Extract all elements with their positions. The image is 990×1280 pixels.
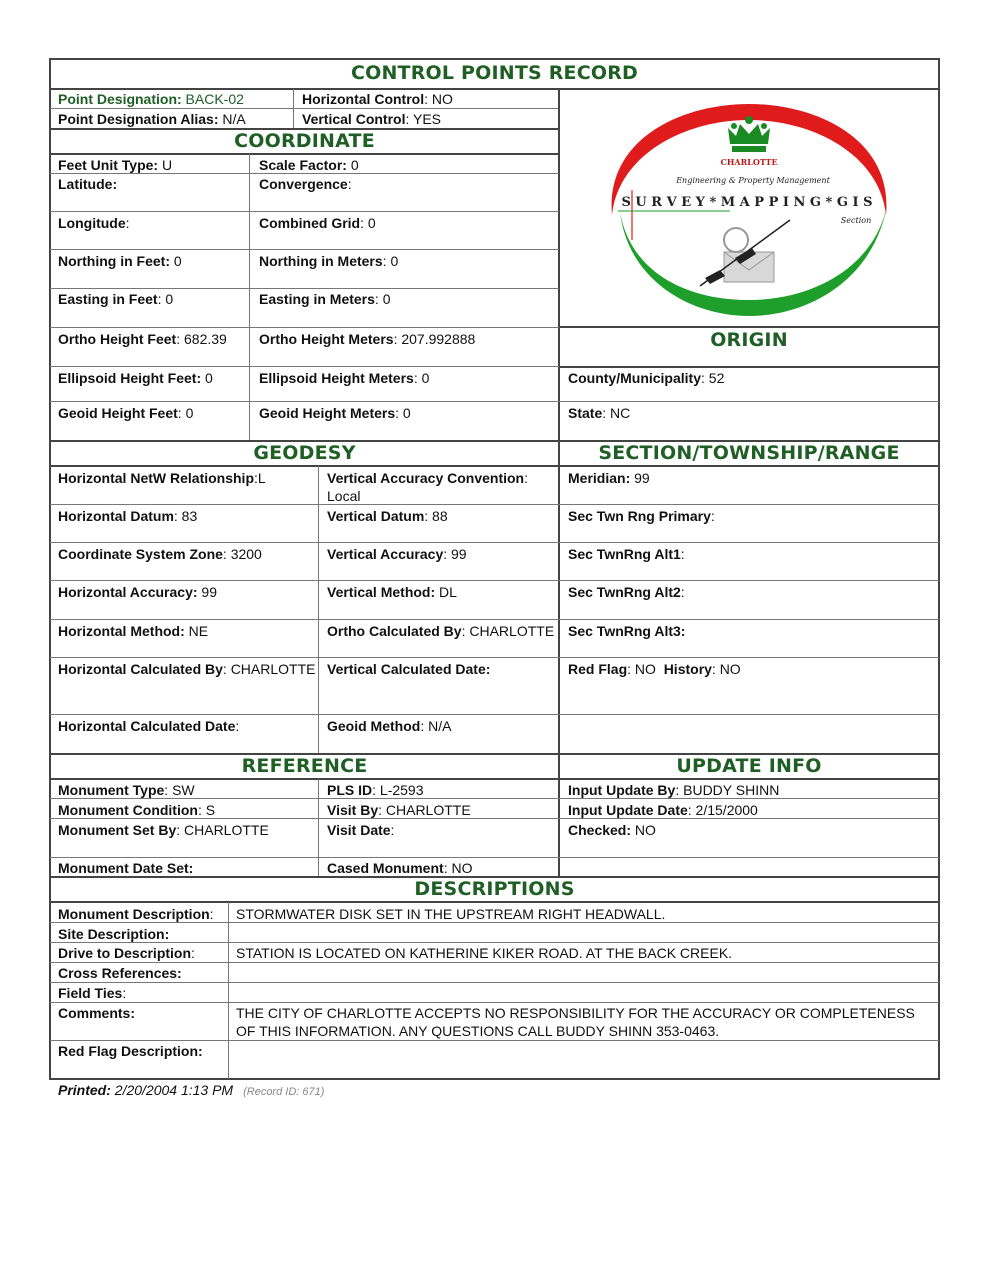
point-designation-label: Point Designation: (58, 91, 182, 107)
printed-value: 2/20/2004 1:13 PM (110, 1082, 234, 1098)
pls-id-value: : L-2593 (372, 782, 424, 798)
monument-type-value: : SW (164, 782, 195, 798)
pls-id-label: PLS ID (327, 782, 373, 798)
northing-feet-value: 0 (170, 253, 182, 269)
record-id: (Record ID: 671) (243, 1086, 325, 1098)
horizontal-netw-relationship (58, 469, 266, 487)
geoid-method-label: Geoid Method (327, 718, 421, 734)
monument-date-set (58, 859, 193, 877)
scale-factor-value: 0 (346, 157, 359, 173)
vertical-datum-label: Vertical Datum (327, 508, 425, 524)
point-alias-label: Point Designation Alias: (58, 111, 219, 127)
section-township-range-heading: SECTION/TOWNSHIP/RANGE (598, 442, 900, 464)
monument-set-by-label: Monument Set By (58, 822, 177, 838)
horizontal-accuracy-label: Horizontal Accuracy: (58, 584, 198, 600)
northing-meters (259, 252, 398, 270)
visit-date (327, 821, 394, 839)
geoid-height-feet-value: : 0 (177, 405, 194, 421)
monument-type-label: Monument Type (58, 782, 165, 798)
longitude (58, 214, 130, 232)
monument-description (58, 905, 214, 923)
input-update-by (568, 781, 779, 799)
coordinate-system-zone-value: : 3200 (222, 546, 262, 562)
longitude-label: Longitude (58, 215, 126, 231)
ortho-height-meters-value: : 207.992888 (393, 331, 476, 347)
cased-monument-value: : NO (443, 860, 473, 876)
description-label: Cross References: (58, 965, 182, 981)
ellipsoid-height-feet (58, 369, 213, 387)
description-label: Site Description: (58, 926, 170, 942)
horizontal-datum (58, 507, 197, 525)
horizontal-calculated-date-value: : (235, 718, 240, 734)
ellipsoid-height-feet-value: 0 (201, 370, 213, 386)
sec-twn-rng-primary (568, 507, 715, 525)
monument-set-by (58, 821, 269, 839)
vertical-accuracy-convention (327, 469, 528, 505)
easting-meters-value: : 0 (374, 291, 391, 307)
coordinate-system-zone-label: Coordinate System Zone (58, 546, 223, 562)
input-update-by-value: : BUDDY SHINN (675, 782, 780, 798)
horizontal-method (58, 622, 208, 640)
surveyor-level-icon (700, 220, 790, 286)
geoid-height-meters (259, 404, 411, 422)
horizontal-method-label: Horizontal Method: (58, 623, 185, 639)
logo-city: CHARLOTTE (720, 157, 778, 167)
point-designation-value: BACK-02 (181, 91, 244, 107)
visit-date-value: : (390, 822, 395, 838)
sec-twn-rng-primary-label: Sec Twn Rng Primary (568, 508, 711, 524)
convergence (259, 175, 352, 193)
sec-twnrng-alt1 (568, 545, 685, 563)
ortho-height-meters-label: Ortho Height Meters (259, 331, 394, 347)
state-value: : NC (602, 405, 631, 421)
cross-references (58, 964, 182, 982)
combined-grid-value: : 0 (360, 215, 376, 231)
coordinate-heading: COORDINATE (234, 130, 375, 152)
monument-date-set-label: Monument Date Set: (58, 860, 194, 876)
vertical-accuracy-value: : 99 (443, 546, 467, 562)
horizontal-netw-label: Horizontal NetW Relationship (58, 470, 254, 486)
ortho-height-feet (58, 330, 227, 348)
red-flag-value: : NO (627, 661, 656, 677)
horizontal-control-label: Horizontal Control (302, 91, 425, 107)
description-label: Red Flag Description: (58, 1043, 203, 1059)
ellipsoid-height-feet-label: Ellipsoid Height Feet: (58, 370, 202, 386)
latitude-label: Latitude: (58, 176, 118, 192)
description-label: Drive to Description (58, 945, 192, 961)
vertical-method-label: Vertical Method: (327, 584, 436, 600)
horizontal-calculated-date-label: Horizontal Calculated Date (58, 718, 236, 734)
county-value: : 52 (701, 370, 725, 386)
red-flag-description (58, 1042, 203, 1060)
field-ties (58, 984, 126, 1002)
combined-grid (259, 214, 376, 232)
vertical-accuracy-convention-label: Vertical Accuracy Convention (327, 470, 525, 486)
checked-label: Checked: (568, 822, 632, 838)
latitude (58, 175, 117, 193)
easting-meters (259, 290, 391, 308)
point-alias (58, 110, 246, 128)
easting-feet (58, 290, 173, 308)
vertical-control (302, 110, 441, 128)
northing-meters-label: Northing in Meters (259, 253, 383, 269)
meridian-value: 99 (630, 470, 650, 486)
horizontal-control-value: : NO (424, 91, 453, 107)
longitude-value: : (125, 215, 130, 231)
feet-unit-type (58, 156, 172, 174)
vertical-datum-value: : 88 (424, 508, 448, 524)
northing-feet (58, 252, 182, 270)
cased-monument (327, 859, 472, 877)
sec-twnrng-alt3 (568, 622, 685, 640)
vertical-accuracy-label: Vertical Accuracy (327, 546, 444, 562)
site-description (58, 925, 169, 943)
input-update-date-value: : 2/15/2000 (687, 802, 758, 818)
input-update-date (568, 801, 758, 819)
county-label: County/Municipality (568, 370, 701, 386)
description-colon: : (191, 945, 195, 961)
description-label: Field Ties (58, 985, 123, 1001)
horizontal-calculated-by (58, 660, 316, 678)
ortho-calculated-by-value: : CHARLOTTE (461, 623, 555, 639)
combined-grid-label: Combined Grid (259, 215, 361, 231)
feet-unit-type-label: Feet Unit Type: (58, 157, 159, 173)
input-update-by-label: Input Update By (568, 782, 676, 798)
vertical-control-value: : YES (405, 111, 442, 127)
update-info-heading: UPDATE INFO (676, 755, 822, 777)
geoid-method-value: : N/A (420, 718, 452, 734)
sec-twnrng-alt2 (568, 583, 685, 601)
horizontal-calculated-by-label: Horizontal Calculated By (58, 661, 223, 677)
northing-meters-value: : 0 (382, 253, 399, 269)
drive-to-description (58, 944, 195, 962)
vertical-accuracy (327, 545, 467, 563)
horizontal-accuracy-value: 99 (197, 584, 217, 600)
vertical-control-label: Vertical Control (302, 111, 406, 127)
ortho-height-meters (259, 330, 475, 348)
pls-id (327, 781, 424, 799)
description-label: Comments: (58, 1005, 136, 1021)
checked-value: NO (631, 822, 656, 838)
county-municipality (568, 369, 724, 387)
coordinate-system-zone (58, 545, 262, 563)
state-label: State (568, 405, 603, 421)
convergence-value: : (347, 176, 352, 192)
horizontal-calculated-date (58, 717, 239, 735)
meridian (568, 469, 650, 487)
visit-by-label: Visit By (327, 802, 379, 818)
ortho-calculated-by-label: Ortho Calculated By (327, 623, 462, 639)
description-colon: : (122, 985, 127, 1001)
reference-heading: REFERENCE (241, 755, 368, 777)
history-value: : NO (711, 661, 741, 677)
geodesy-heading: GEODESY (253, 442, 356, 464)
comments (58, 1004, 135, 1022)
vertical-accuracy-convention-value: Local (327, 488, 361, 504)
logo-graphic (560, 90, 938, 326)
description-value: STORMWATER DISK SET IN THE UPSTREAM RIGHT HEADWALL. (236, 906, 666, 922)
point-alias-value: N/A (218, 111, 246, 127)
history-label: History (663, 661, 712, 677)
geoid-method (327, 717, 451, 735)
vertical-method-value: DL (435, 584, 457, 600)
cased-monument-label: Cased Monument (327, 860, 444, 876)
ortho-calculated-by (327, 622, 554, 640)
printed-label: Printed: (58, 1082, 111, 1098)
geoid-height-feet (58, 404, 193, 422)
monument-set-by-value: : CHARLOTTE (176, 822, 269, 838)
horizontal-datum-label: Horizontal Datum (58, 508, 174, 524)
monument-condition-value: : S (197, 802, 216, 818)
visit-date-label: Visit Date (327, 822, 391, 838)
descriptions-heading: DESCRIPTIONS (414, 878, 575, 900)
horizontal-method-value: NE (184, 623, 209, 639)
printed-footer (58, 1082, 324, 1098)
red-flag-history (568, 660, 741, 678)
northing-feet-label: Northing in Feet: (58, 253, 170, 269)
vertical-datum (327, 507, 448, 525)
ellipsoid-height-meters (259, 369, 429, 387)
ortho-height-feet-label: Ortho Height Feet (58, 331, 177, 347)
ellipsoid-height-meters-value: : 0 (413, 370, 430, 386)
vertical-method (327, 583, 457, 601)
convergence-label: Convergence (259, 176, 348, 192)
scale-factor (259, 156, 359, 174)
record-title: CONTROL POINTS RECORD (350, 62, 639, 84)
vertical-calculated-date-label: Vertical Calculated Date: (327, 661, 491, 677)
description-label: Monument Description (58, 906, 210, 922)
monument-condition-label: Monument Condition (58, 802, 198, 818)
ortho-height-feet-value: : 682.39 (176, 331, 227, 347)
description-colon: : (209, 906, 214, 922)
geoid-height-meters-label: Geoid Height Meters (259, 405, 396, 421)
sec-twn-rng-primary-value: : (710, 508, 715, 524)
charlotte-survey-mapping-gis-logo (560, 90, 938, 326)
description-value: STATION IS LOCATED ON KATHERINE KIKER ROAD. AT THE BACK CREEK. (236, 945, 733, 961)
meridian-label: Meridian: (568, 470, 631, 486)
monument-type (58, 781, 195, 799)
feet-unit-type-value: U (158, 157, 173, 173)
sec-twnrng-alt2-label: Sec TwnRng Alt2 (568, 584, 681, 600)
state (568, 404, 630, 422)
horizontal-control (302, 90, 453, 108)
sec-twnrng-alt2-value: : (680, 584, 685, 600)
horizontal-accuracy (58, 583, 217, 601)
sec-twnrng-alt1-value: : (680, 546, 685, 562)
horizontal-datum-value: : 83 (173, 508, 198, 524)
ellipsoid-height-meters-label: Ellipsoid Height Meters (259, 370, 414, 386)
point-designation (58, 90, 244, 108)
input-update-date-label: Input Update Date (568, 802, 688, 818)
sec-twnrng-alt3-label: Sec TwnRng Alt3: (568, 623, 686, 639)
comments-value: THE CITY OF CHARLOTTE ACCEPTS NO RESPONSIBILITY FOR THE ACCURACY OR COMPLETENESS OF THIS INFORMATION. ANY QUESTIONS CALL BUDDY SHINN 353-0463. (236, 1005, 915, 1039)
checked (568, 821, 656, 839)
visit-by (327, 801, 471, 819)
red-flag-label: Red Flag (568, 661, 628, 677)
sec-twnrng-alt1-label: Sec TwnRng Alt1 (568, 546, 681, 562)
vertical-accuracy-convention-colon: : (524, 470, 528, 486)
horizontal-calculated-by-value: : CHARLOTTE (222, 661, 316, 677)
origin-heading: ORIGIN (710, 329, 788, 351)
logo-banner: S U R V E Y * M A P P I N G * G I S (621, 195, 873, 210)
easting-feet-label: Easting in Feet (58, 291, 158, 307)
monument-condition (58, 801, 215, 819)
vertical-calculated-date (327, 660, 490, 678)
scale-factor-label: Scale Factor: (259, 157, 347, 173)
easting-feet-value: : 0 (157, 291, 174, 307)
crown-icon (728, 116, 770, 152)
geoid-height-meters-value: : 0 (395, 405, 411, 421)
easting-meters-label: Easting in Meters (259, 291, 375, 307)
horizontal-netw-value: :L (254, 470, 266, 486)
geoid-height-feet-label: Geoid Height Feet (58, 405, 178, 421)
logo-department: Engineering & Property Management (676, 176, 830, 185)
visit-by-value: : CHARLOTTE (378, 802, 471, 818)
logo-section: Section (840, 216, 872, 225)
